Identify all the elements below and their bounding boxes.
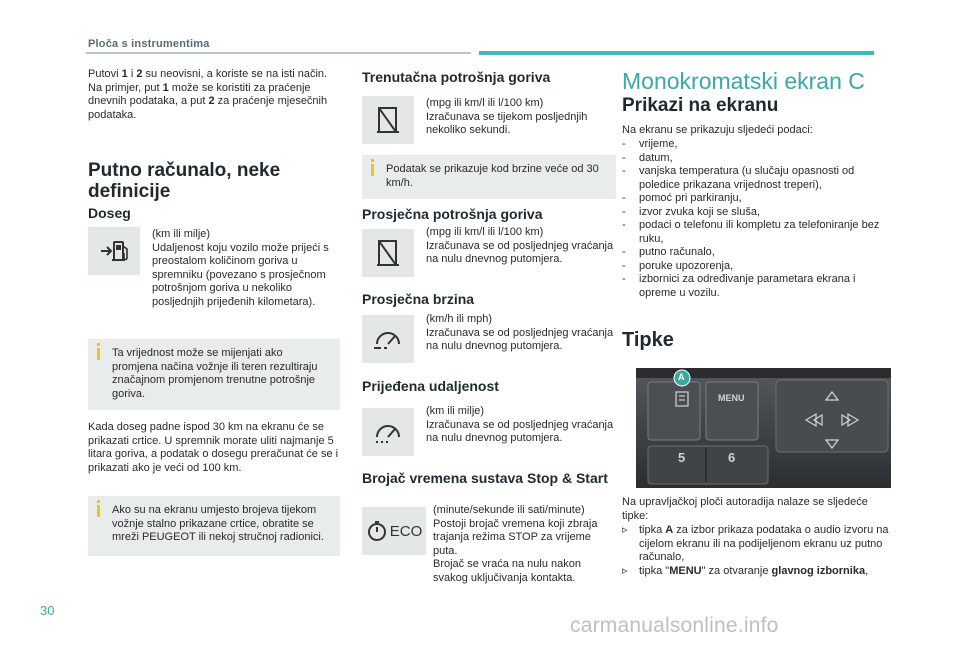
menu-key-label: MENU bbox=[718, 393, 745, 403]
key-a-description: tipka A za izbor prikaza podataka o audio izvoru na cijelom ekranu ili na podijeljenom ekranu uz putno računalo, bbox=[639, 524, 889, 563]
distance-icon bbox=[362, 408, 414, 456]
list-item: - vanjska temperatura (u slučaju opasnosti od poledice prikazana vrijednost treperi), bbox=[622, 165, 890, 192]
info-note-2-text: Ako su na ekranu umjesto brojeva tijekom vožnje stalno prikazane crtice, obratite se mreži PEUGEOT ili nekoj stručnoj radionici. bbox=[112, 504, 324, 543]
list-item: - podaci o telefonu ili kompletu za telefoniranje bez ruku, bbox=[622, 219, 890, 246]
intro-paragraph: Putovi 1 i 2 su neovisni, a koriste se na isti način. Na primjer, put 1 može se koristiti za praćenje dnevnih podataka, a put 2 za praćenje mjesečnih podataka. bbox=[88, 68, 328, 121]
average-speed-icon bbox=[362, 315, 414, 363]
range-icon bbox=[88, 227, 140, 275]
list-item bbox=[622, 524, 890, 565]
info-note-2 bbox=[88, 496, 340, 556]
header-accent-rule bbox=[479, 51, 874, 55]
instant-consumption-desc: (mpg ili km/l ili l/100 km) Izračunava se tijekom posljednjih nekoliko sekundi. bbox=[426, 97, 588, 136]
distance-desc: (km ili milje) Izračunava se od posljednjeg vraćanja na nulu dnevnog putomjera. bbox=[426, 405, 614, 444]
keys-title: Tipke bbox=[622, 329, 674, 351]
fuel-consumption-icon bbox=[362, 96, 414, 144]
triangle-bullet-icon: ▹ bbox=[622, 564, 628, 577]
info-note-1 bbox=[88, 339, 340, 410]
list-item: - poruke upozorenja, bbox=[622, 260, 890, 274]
radio-control-panel-photo bbox=[636, 368, 891, 488]
info-icon bbox=[97, 505, 100, 517]
list-item: - izvor zvuka koji se sluša, bbox=[622, 206, 890, 220]
page-number: 30 bbox=[40, 603, 55, 618]
doseg-title: Doseg bbox=[88, 205, 131, 221]
displays-intro: Na ekranu se prikazuju sljedeći podaci: bbox=[622, 124, 813, 136]
list-item bbox=[622, 565, 890, 579]
section-title: Putno računalo, neke definicije bbox=[88, 160, 281, 202]
displays-list bbox=[622, 138, 890, 300]
average-speed-title: Prosječna brzina bbox=[362, 291, 475, 307]
distance-title: Prijeđena udaljenost bbox=[362, 378, 499, 394]
key-a-badge: A bbox=[678, 372, 685, 382]
average-speed-desc: (km/h ili mph) Izračunava se od posljednjeg vraćanja na nulu dnevnog putomjera. bbox=[426, 313, 614, 352]
keys-intro: Na upravljačkoj ploči autoradija nalaze se sljedeće tipke: bbox=[622, 496, 868, 522]
average-fuel-icon bbox=[362, 229, 414, 277]
key-6-label: 6 bbox=[728, 450, 736, 465]
triangle-bullet-icon: ▹ bbox=[622, 524, 628, 536]
info-note-3 bbox=[362, 155, 616, 199]
instant-consumption-title: Trenutačna potrošnja goriva bbox=[362, 69, 551, 85]
list-item: - izbornici za određivanje parametara ekrana i opreme u vozilu. bbox=[622, 273, 890, 300]
average-consumption-title: Prosječna potrošnja goriva bbox=[362, 206, 543, 222]
info-icon bbox=[97, 348, 100, 360]
list-item: - pomoć pri parkiranju, bbox=[622, 192, 890, 206]
eco-label: ECO bbox=[389, 522, 423, 540]
menu-key-description: tipka "MENU" za otvaranje glavnog izbornika, bbox=[639, 564, 869, 577]
watermark: carmanualsonline.info bbox=[570, 614, 779, 637]
info-note-3-text: Podatak se prikazuje kod brzine veće od 30 km/h. bbox=[386, 163, 599, 189]
running-header: Ploča s instrumentima bbox=[88, 38, 210, 50]
stop-start-desc: (minute/sekunde ili sati/minute) Postoji brojač vremena koji zbraja trajanja režima STOP za vrijeme puta. Brojač se vraća na nulu nakon svakog uključivanja kontakta. bbox=[433, 504, 598, 584]
doseg-description: (km ili milje) Udaljenost koju vozilo može prijeći s preostalom količinom goriva u spremniku (povezano s prosječnom potrošnjom goriva u nekoliko posljednjih prijeđenih kilometara). bbox=[152, 228, 329, 308]
info-icon bbox=[371, 164, 374, 176]
screen-displays-subtitle: Prikazi na ekranu bbox=[622, 95, 779, 116]
stop-start-title: Brojač vremena sustava Stop & Start bbox=[362, 470, 608, 486]
monochrome-screen-title: Monokromatski ekran C bbox=[622, 68, 865, 94]
list-item: - vrijeme, bbox=[622, 138, 890, 152]
range-paragraph: Kada doseg padne ispod 30 km na ekranu će se prikazati crtice. U spremnik morate uliti najmanje 5 litara goriva, a podatak o dosegu preračunat će se i prikazati ako je veći od 100 km. bbox=[88, 421, 339, 474]
average-consumption-desc: (mpg ili km/l ili l/100 km) Izračunava se od posljednjeg vraćanja na nulu dnevnog putomjera. bbox=[426, 226, 614, 265]
header-rule bbox=[86, 52, 471, 54]
keys-list bbox=[622, 524, 890, 578]
list-item: - datum, bbox=[622, 152, 890, 166]
stop-start-eco-icon bbox=[362, 507, 426, 555]
info-note-1-text: Ta vrijednost može se mijenjati ako promjena načina vožnje ili teren rezultiraju značajnom promjenom trenutne potrošnje goriva. bbox=[112, 347, 318, 400]
list-item: - putno računalo, bbox=[622, 246, 890, 260]
key-5-label: 5 bbox=[678, 450, 686, 465]
